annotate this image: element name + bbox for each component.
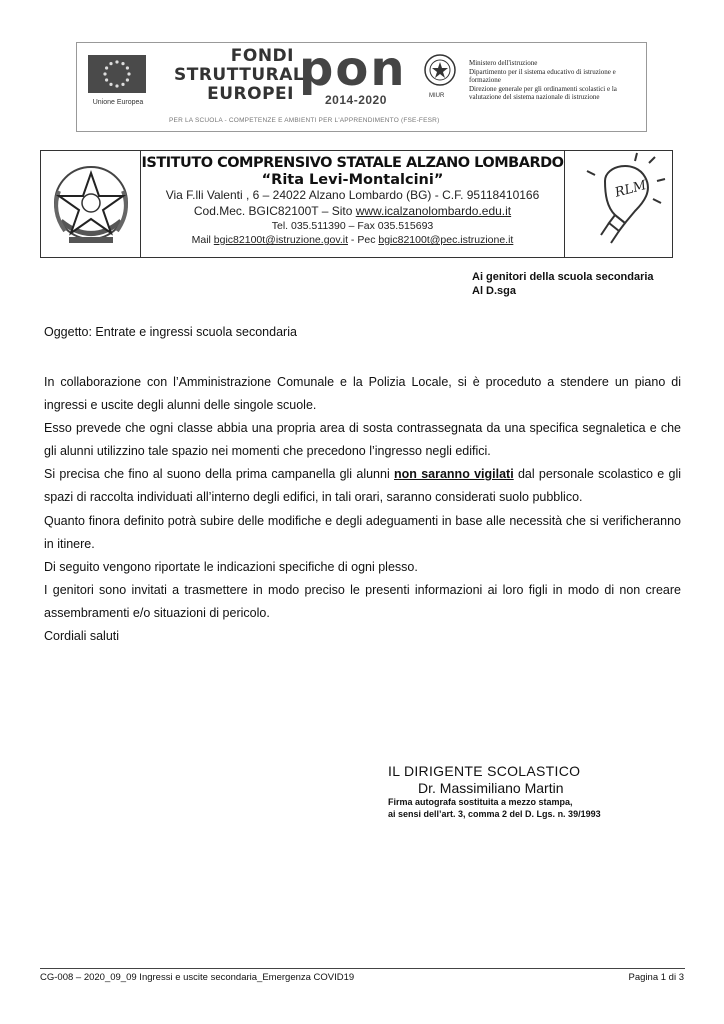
emphasis-text: non saranno vigilati (394, 467, 514, 482)
body-paragraph: Quanto finora definito potrà subire delle modifiche e degli adeguamenti in base alle necessità che si verificheranno in itinere. (44, 513, 681, 551)
rlm-logo-cell (564, 151, 672, 257)
recipient-line: Al D.sga (472, 285, 517, 297)
ministero-line: Direzione generale per gli ordinamenti scolastici e la valutazione del sistema nazionale di istruzione (469, 84, 617, 101)
school-phone: Tel. 035.511390 – Fax 035.515693 (271, 220, 434, 232)
school-info (141, 151, 564, 257)
footer-page-number: Pagina 1 di 3 (628, 972, 684, 983)
fondi-line: STRUTTURALI (174, 65, 312, 85)
pon-logo: pon (299, 41, 407, 97)
footer-doc-code: CG-008 – 2020_09_09 Ingressi e uscite secondaria_Emergenza COVID19 (40, 972, 355, 983)
subject-line: Oggetto: Entrate e ingressi scuola secondaria (44, 325, 297, 339)
school-header (40, 150, 673, 258)
school-codmec (141, 204, 564, 220)
rlm-logo-text: RLM (613, 178, 648, 201)
school-mail (141, 233, 564, 247)
footer-divider (40, 968, 685, 969)
body-paragraph: I genitori sono invitati a trasmettere in modo preciso le presenti informazioni ai loro figli in modo di non creare assembramenti e/o situazioni di pericolo. (44, 582, 681, 620)
mail-label: Mail (191, 234, 214, 246)
codmec-text: Cod.Mec. BGIC82100T – Sito (193, 203, 356, 218)
republic-emblem-icon (41, 151, 141, 257)
lightbulb-icon (565, 151, 673, 257)
pec-link[interactable]: bgic82100t@pec.istruzione.it (378, 234, 514, 246)
signature-note-line: ai sensi dell’art. 3, comma 2 del D. Lgs. n. 39/1993 (388, 808, 601, 819)
body-paragraph: Di seguito vengono riportate le indicazioni specifiche di ogni plesso. (44, 559, 418, 574)
mail-link[interactable]: bgic82100t@istruzione.gov.it (213, 234, 349, 246)
ministero-text (469, 59, 644, 102)
pon-caption: PER LA SCUOLA - COMPETENZE E AMBIENTI PER L'APPRENDIMENTO (FSE-FESR) (169, 117, 440, 124)
school-address: Via F.lli Valenti , 6 – 24022 Alzano Lombardo (BG) - C.F. 95118410166 (165, 188, 540, 202)
pon-banner (76, 42, 647, 132)
republic-emblem-cell (41, 151, 141, 257)
miur-label: MIUR (429, 93, 445, 99)
recipient-line: Ai genitori della scuola secondaria (472, 271, 654, 283)
pec-label: - Pec (348, 234, 379, 246)
fondi-line: EUROPEI (207, 84, 294, 104)
signature-note (388, 797, 601, 820)
closing: Cordiali saluti (44, 629, 120, 644)
body-paragraph (44, 463, 681, 509)
letter-body (44, 371, 681, 648)
signature-title: IL DIRIGENTE SCOLASTICO (388, 763, 581, 779)
body-text-segment: dal personale scolastico e gli spazi di raccolta individuati all’interno degli edifici, in tali orari, saranno considerati suolo pubblico. (44, 467, 682, 505)
fondi-line: FONDI (230, 46, 294, 66)
eu-label: Unione Europea (92, 99, 144, 106)
recipients (472, 270, 654, 298)
fondi-strutturali-logo (174, 46, 312, 104)
ministero-line: Ministero dell'istruzione (469, 59, 538, 67)
school-name: ISTITUTO COMPRENSIVO STATALE ALZANO LOMBARDO (141, 155, 564, 171)
signature-name: Dr. Massimiliano Martin (418, 780, 564, 796)
signature-note-line: Firma autografa sostituita a mezzo stampa, (388, 797, 573, 807)
ministero-line: Dipartimento per il sistema educativo di istruzione e formazione (469, 67, 616, 84)
eu-flag-icon (88, 55, 146, 93)
republic-emblem-icon (423, 53, 457, 87)
school-subtitle: “Rita Levi-Montalcini” (261, 172, 444, 188)
body-paragraph: In collaborazione con l’Amministrazione Comunale e la Polizia Locale, si è proceduto a stendere un piano di ingressi e uscite degli alunni delle singole scuole. (44, 375, 681, 413)
pon-years: 2014-2020 (325, 93, 387, 107)
body-text-segment: Si precisa che fino al suono della prima campanella gli alunni (44, 467, 395, 482)
body-paragraph: Esso prevede che ogni classe abbia una propria area di sosta contrassegnata da una specifica segnaletica e che gli alunni utilizzino tale spazio nei momenti che precedono l’ingresso negli edifici. (44, 421, 681, 459)
website-link[interactable]: www.icalzanolombardo.edu.it (355, 203, 512, 218)
